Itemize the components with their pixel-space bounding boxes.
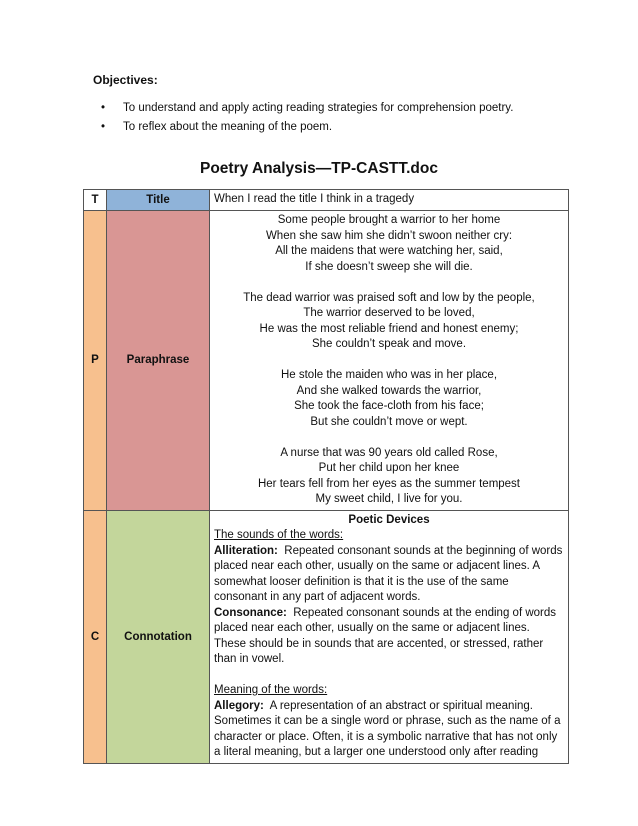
poem-line: The dead warrior was praised soft and low by the people, <box>243 291 535 304</box>
objectives-list <box>93 99 513 137</box>
title-description: When I read the title I think in a tragedy <box>210 190 569 211</box>
bullet-icon: • <box>101 121 106 133</box>
meaning-heading: Meaning of the words: <box>214 684 328 696</box>
bullet-icon: • <box>101 102 106 114</box>
table-row-title <box>84 190 569 211</box>
definition-line: placed near each other, usually on the same or adjacent lines. <box>214 622 530 634</box>
stanza <box>214 213 564 275</box>
definition-line: than in vowel. <box>214 653 285 665</box>
poetic-devices-heading: Poetic Devices <box>348 513 430 526</box>
poem-line: The warrior deserved to be loved, <box>303 307 475 319</box>
definition-line: consonant in any part of adjacent words. <box>214 591 421 603</box>
table-row-paraphrase <box>84 211 569 511</box>
poem-line: He stole the maiden who was in her place, <box>280 369 498 381</box>
poem-line: Put her child upon her knee <box>318 462 460 474</box>
definition-line: Sometimes it can be a single word or phrase, such as the name of a <box>214 715 561 727</box>
poem-line: She took the face-cloth from his face; <box>294 400 484 412</box>
consonance-term: Consonance: <box>214 606 287 619</box>
definition-line: Repeated consonant sounds at the ending of words <box>293 606 557 619</box>
poem-line: Her tears fell from her eyes as the summer tempest <box>257 477 521 490</box>
row-letter: P <box>84 211 107 511</box>
alliteration-definition <box>214 544 564 606</box>
document-title: Poetry Analysis—TP-CASTT.doc <box>199 160 438 177</box>
allegory-definition <box>214 699 564 761</box>
definition-line: placed near each other, usually on the same or adjacent lines. A <box>214 560 541 572</box>
row-name: Connotation <box>107 510 210 763</box>
poem-line: A nurse that was 90 years old called Rose, <box>280 446 498 459</box>
poem-line: When she saw him she didn’t swoon neither cry: <box>265 229 513 242</box>
sounds-heading: The sounds of the words: <box>214 529 344 541</box>
objective-text: To understand and apply acting reading strategies for comprehension poetry. <box>123 102 514 114</box>
row-letter: C <box>84 510 107 763</box>
poem-line: If she doesn’t sweep she will die. <box>305 260 473 273</box>
poem-line: But she couldn’t move or wept. <box>310 415 468 428</box>
stanza <box>214 368 564 430</box>
poem-line: He was the most reliable friend and honest enemy; <box>259 322 519 335</box>
definition-line: a literal meaning, but a larger one understood only after reading <box>214 746 539 758</box>
list-item <box>93 99 513 118</box>
stanza <box>214 291 564 353</box>
objective-text: To reflex about the meaning of the poem. <box>123 121 333 133</box>
definition-line: These should be in sounds that are accented, or stressed, rather <box>214 637 544 650</box>
definition-line: somewhat looser definition is that it is the use of the same <box>214 575 509 588</box>
tpcastt-table <box>83 189 569 764</box>
paraphrase-poem <box>210 211 569 511</box>
row-name: Paraphrase <box>107 211 210 511</box>
alliteration-term: Alliteration: <box>214 544 278 557</box>
stanza <box>214 446 564 508</box>
consonance-definition <box>214 606 564 668</box>
poem-line: She couldn’t speak and move. <box>311 338 467 350</box>
row-name: Title <box>107 190 210 211</box>
list-item <box>93 118 513 137</box>
definition-line: Repeated consonant sounds at the beginning of words <box>284 544 563 557</box>
definition-line: character or place. Often, it is a symbolic narrative that has not only <box>214 730 558 743</box>
row-letter: T <box>84 190 107 211</box>
table-row-connotation <box>84 510 569 763</box>
objectives-heading: Objectives: <box>93 73 158 87</box>
poem-line: My sweet child, I live for you. <box>315 493 463 505</box>
poem-line: All the maidens that were watching her, said, <box>275 245 503 257</box>
allegory-term: Allegory: <box>214 699 264 712</box>
definition-line: A representation of an abstract or spiritual meaning. <box>269 699 533 712</box>
poem-line: And she walked towards the warrior, <box>296 384 482 397</box>
poem-line: Some people brought a warrior to her home <box>277 214 501 226</box>
connotation-description <box>210 510 569 763</box>
